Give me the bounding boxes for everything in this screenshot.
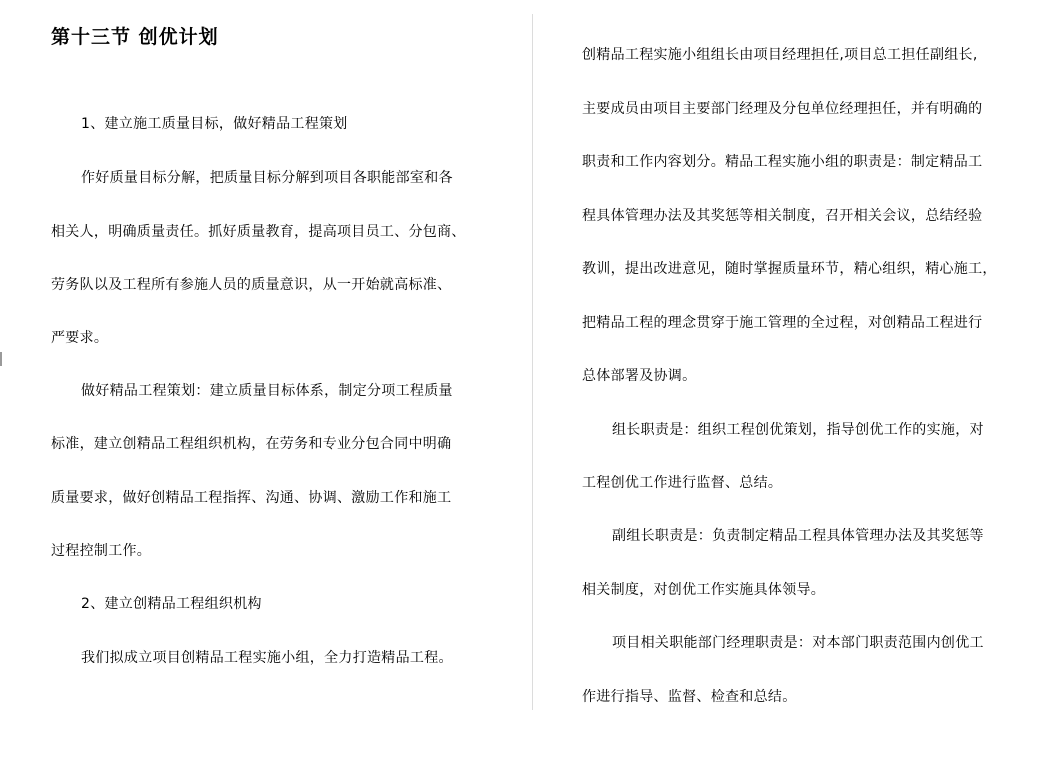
paragraph-line: 教训，提出改进意见，随时掌握质量环节，精心组织，精心施工， bbox=[582, 261, 997, 277]
paragraph-line: 项目相关职能部门经理职责是：对本部门职责范围内创优工 bbox=[612, 635, 984, 651]
paragraph-line: 作好质量目标分解，把质量目标分解到项目各职能部室和各 bbox=[81, 170, 453, 186]
paragraph-line: 我们拟成立项目创精品工程实施小组，全力打造精品工程。 bbox=[81, 650, 453, 666]
paragraph-line: 创精品工程实施小组组长由项目经理担任,项目总工担任副组长, bbox=[582, 47, 978, 63]
paragraph-line: 相关制度，对创优工作实施具体领导。 bbox=[582, 582, 826, 598]
paragraph-line: 职责和工作内容划分。精品工程实施小组的职责是：制定精品工 bbox=[582, 154, 983, 170]
paragraph-line: 把精品工程的理念贯穿于施工管理的全过程，对创精品工程进行 bbox=[582, 315, 983, 331]
paragraph-line: 组长职责是：组织工程创优策划，指导创优工作的实施，对 bbox=[612, 422, 984, 438]
paragraph-line: 作进行指导、监督、检查和总结。 bbox=[582, 689, 797, 705]
column-divider bbox=[532, 14, 533, 710]
left-column bbox=[51, 0, 481, 759]
section-title: 第十三节 创优计划 bbox=[51, 26, 219, 48]
paragraph-line: 1、建立施工质量目标，做好精品工程策划 bbox=[81, 116, 348, 132]
paragraph-line: 副组长职责是：负责制定精品工程具体管理办法及其奖惩等 bbox=[612, 528, 984, 544]
paragraph-line: 过程控制工作。 bbox=[51, 543, 152, 559]
page-edge-mark bbox=[0, 352, 2, 366]
paragraph-line: 做好精品工程策划：建立质量目标体系，制定分项工程质量 bbox=[81, 383, 453, 399]
paragraph-line: 主要成员由项目主要部门经理及分包单位经理担任，并有明确的 bbox=[582, 101, 983, 117]
right-column bbox=[582, 0, 1012, 759]
paragraph-line: 程具体管理办法及其奖惩等相关制度，召开相关会议，总结经验 bbox=[582, 208, 983, 224]
paragraph-line: 相关人，明确质量责任。抓好质量教育，提高项目员工、分包商、 bbox=[51, 224, 466, 240]
paragraph-line: 严要求。 bbox=[51, 330, 109, 346]
paragraph-line: 质量要求，做好创精品工程指挥、沟通、协调、激励工作和施工 bbox=[51, 490, 452, 506]
paragraph-line: 2、建立创精品工程组织机构 bbox=[81, 596, 262, 612]
paragraph-line: 工程创优工作进行监督、总结。 bbox=[582, 475, 783, 491]
paragraph-line: 总体部署及协调。 bbox=[582, 368, 697, 384]
paragraph-line: 标准，建立创精品工程组织机构，在劳务和专业分包合同中明确 bbox=[51, 436, 452, 452]
paragraph-line: 劳务队以及工程所有参施人员的质量意识，从一开始就高标准、 bbox=[51, 277, 452, 293]
